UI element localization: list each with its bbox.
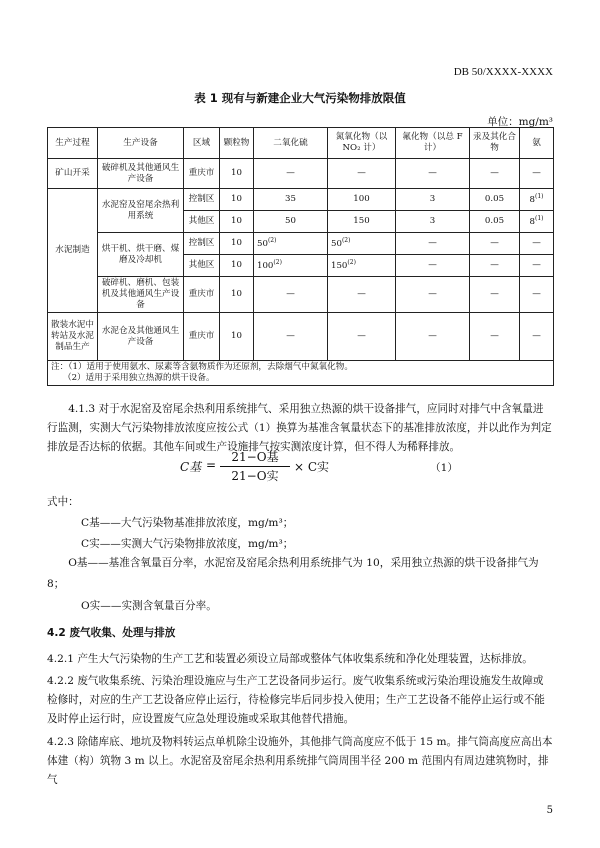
variable-definition: C基——大气污染物基准排放浓度，mg/m³； xyxy=(81,517,294,529)
header-cell: 生产设备 xyxy=(98,128,184,159)
table-notes-row xyxy=(48,361,554,386)
table-row xyxy=(48,277,554,313)
footnote-ref: (1) xyxy=(534,215,544,223)
process-cell: 矿山开采 xyxy=(48,159,98,189)
clause-4-2-2: 4.2.2 废气收集系统、污染治理设施应与生产工艺设备同步运行。废气收集系统或污染治理设施发生故障或检修时，对应的生产工艺设备应停止运行，待检修完毕后同步投入使用；生产工艺设备不能停止运行或不能及时停止运行时，应设置废气应急处理设施或采取其他替代措施。 xyxy=(47,675,545,725)
process-cell: 散装水泥中转站及水泥制品生产 xyxy=(48,313,98,361)
equipment-cell: 烘干机、烘干磨、煤磨及冷却机 xyxy=(98,233,184,277)
value-cell: — xyxy=(254,159,328,189)
value-cell: — xyxy=(396,159,470,189)
variable-definition: C实——实测大气污染物排放浓度，mg/m³； xyxy=(81,538,294,550)
header-cell: 颗粒物 xyxy=(220,128,254,159)
value-cell: — xyxy=(328,313,396,361)
value-cell xyxy=(254,233,328,255)
value-cell: — xyxy=(470,159,520,189)
table-header-row xyxy=(48,128,554,159)
value-cell: 10 xyxy=(220,277,254,313)
value-text: 8 xyxy=(529,195,535,206)
header-cell: 氨 xyxy=(520,128,554,159)
table-row xyxy=(48,189,554,211)
equipment-cell: 破碎机、磨机、包装机及其他通风生产设备 xyxy=(98,277,184,313)
equipment-cell: 水泥仓及其他通风生产设备 xyxy=(98,313,184,361)
formula-numerator: 21−O基 xyxy=(220,448,290,467)
table-unit: 单位：mg/m³ xyxy=(487,116,553,128)
emission-limits-table xyxy=(47,127,554,386)
value-cell: 10 xyxy=(220,313,254,361)
page-number: 5 xyxy=(546,805,553,816)
clause-4-2-3: 4.2.3 除储库底、地坑及物料转运点单机除尘设施外，其他排气筒高度应不低于 15 m。排气筒高度应高出本体建（构）筑物 3 m 以上。水泥窑及窑尾余热利用系统排气筒周围半径 200 m 范围内有周边建筑物时，排气 xyxy=(47,736,553,786)
area-cell: 重庆市 xyxy=(184,277,220,313)
value-cell: — xyxy=(254,277,328,313)
value-cell: 35 xyxy=(254,189,328,211)
table-note: 注：（1）适用于使用氨水、尿素等含氨物质作为还原剂，去除烟气中氮氧化物。 xyxy=(51,362,353,373)
value-cell xyxy=(520,189,554,211)
area-cell: 重庆市 xyxy=(184,313,220,361)
process-cell: 水泥制造 xyxy=(48,189,98,313)
table-title: 表 1 现有与新建企业大气污染物排放限值 xyxy=(194,91,406,105)
formula-equals: = xyxy=(206,458,217,472)
value-cell xyxy=(520,211,554,233)
where-label: 式中： xyxy=(47,496,79,508)
formula-1 xyxy=(180,448,420,484)
value-cell: — xyxy=(520,313,554,361)
area-cell: 控制区 xyxy=(184,189,220,211)
variable-definition: O实——实测含氧量百分率。 xyxy=(81,600,217,612)
value-cell: — xyxy=(470,255,520,277)
equipment-cell: 破碎机及其他通风生产设备 xyxy=(98,159,184,189)
value-cell: — xyxy=(520,233,554,255)
value-cell: — xyxy=(328,159,396,189)
value-cell: — xyxy=(470,233,520,255)
value-cell: 10 xyxy=(220,189,254,211)
footnote-ref: (2) xyxy=(267,237,277,245)
value-cell: 100 xyxy=(328,189,396,211)
value-cell: — xyxy=(396,277,470,313)
value-cell: 10 xyxy=(220,255,254,277)
variable-definition: O基——基准含氧量百分率，水泥窑及窑尾余热利用系统排气为 10，采用独立热源的烘干设备排气为 8； xyxy=(47,557,539,590)
value-cell: — xyxy=(520,255,554,277)
section-heading: 4.2 废气收集、处理与排放 xyxy=(47,627,176,639)
value-cell: — xyxy=(396,233,470,255)
value-cell: 10 xyxy=(220,211,254,233)
footnote-ref: (2) xyxy=(347,259,356,267)
area-cell: 其他区 xyxy=(184,211,220,233)
value-text: 50 xyxy=(257,239,268,250)
equipment-cell: 水泥窑及窑尾余热利用系统 xyxy=(98,189,184,233)
clause-4-2-1: 4.2.1 产生大气污染物的生产工艺和装置必须设立局部或整体气体收集系统和净化处理装置，达标排放。 xyxy=(47,653,533,665)
value-cell: — xyxy=(328,277,396,313)
value-cell: — xyxy=(520,277,554,313)
footnote-ref: (2) xyxy=(273,259,282,267)
value-cell: — xyxy=(396,313,470,361)
value-cell: 50 xyxy=(254,211,328,233)
value-text: 8 xyxy=(529,217,535,228)
value-text: 50 xyxy=(331,239,342,250)
area-cell: 其他区 xyxy=(184,255,220,277)
value-text: 100 xyxy=(257,261,274,272)
header-cell: 二氧化硫 xyxy=(254,128,328,159)
formula-fraction xyxy=(220,448,290,484)
value-cell: — xyxy=(396,255,470,277)
clause-4-1-3: 4.1.3 对于水泥窑及窑尾余热利用系统排气、采用独立热源的烘干设备排气，应同时对排气中含氧量进行监测，实测大气污染物排放浓度应按公式（1）换算为基准含氧量状态下的基准排放浓度，并以此作为判定排放是否达标的依据。其他车间或生产设施排气按实测浓度计算，但不得人为稀释排放。 xyxy=(47,403,552,453)
area-cell: 重庆市 xyxy=(184,159,220,189)
value-cell: 10 xyxy=(220,159,254,189)
value-cell xyxy=(328,233,396,255)
value-cell: — xyxy=(470,313,520,361)
value-text: 150 xyxy=(331,261,348,272)
value-cell: 0.05 xyxy=(470,189,520,211)
header-cell: 区域 xyxy=(184,128,220,159)
value-cell: 3 xyxy=(396,189,470,211)
table-note: （2）适用于采用独立热源的烘干设备。 xyxy=(63,373,215,383)
area-cell: 控制区 xyxy=(184,233,220,255)
header-cell: 汞及其化合物 xyxy=(470,128,520,159)
header-cell: 氮氧化物（以 NO₂ 计） xyxy=(328,128,396,159)
document-code: DB 50/XXXX-XXXX xyxy=(453,66,553,78)
value-cell: — xyxy=(470,277,520,313)
value-cell: 0.05 xyxy=(470,211,520,233)
table-row xyxy=(48,233,554,255)
footnote-ref: (2) xyxy=(341,237,351,245)
variable-definitions xyxy=(47,513,553,555)
footnote-ref: (1) xyxy=(534,193,544,201)
equation-number: （1） xyxy=(430,462,458,474)
value-cell: 10 xyxy=(220,233,254,255)
table-row xyxy=(48,313,554,361)
value-cell xyxy=(328,255,396,277)
value-cell xyxy=(254,255,328,277)
header-cell: 生产过程 xyxy=(48,128,98,159)
value-cell: 3 xyxy=(396,211,470,233)
value-cell: 150 xyxy=(328,211,396,233)
table-row xyxy=(48,159,554,189)
value-cell: — xyxy=(254,313,328,361)
header-cell: 氟化物（以总 F 计） xyxy=(396,128,470,159)
table-notes xyxy=(48,361,554,386)
formula-lhs: C基 xyxy=(180,460,202,474)
formula-denominator: 21−O实 xyxy=(231,469,279,483)
formula-rhs: × C实 xyxy=(294,460,330,474)
value-cell: — xyxy=(520,159,554,189)
